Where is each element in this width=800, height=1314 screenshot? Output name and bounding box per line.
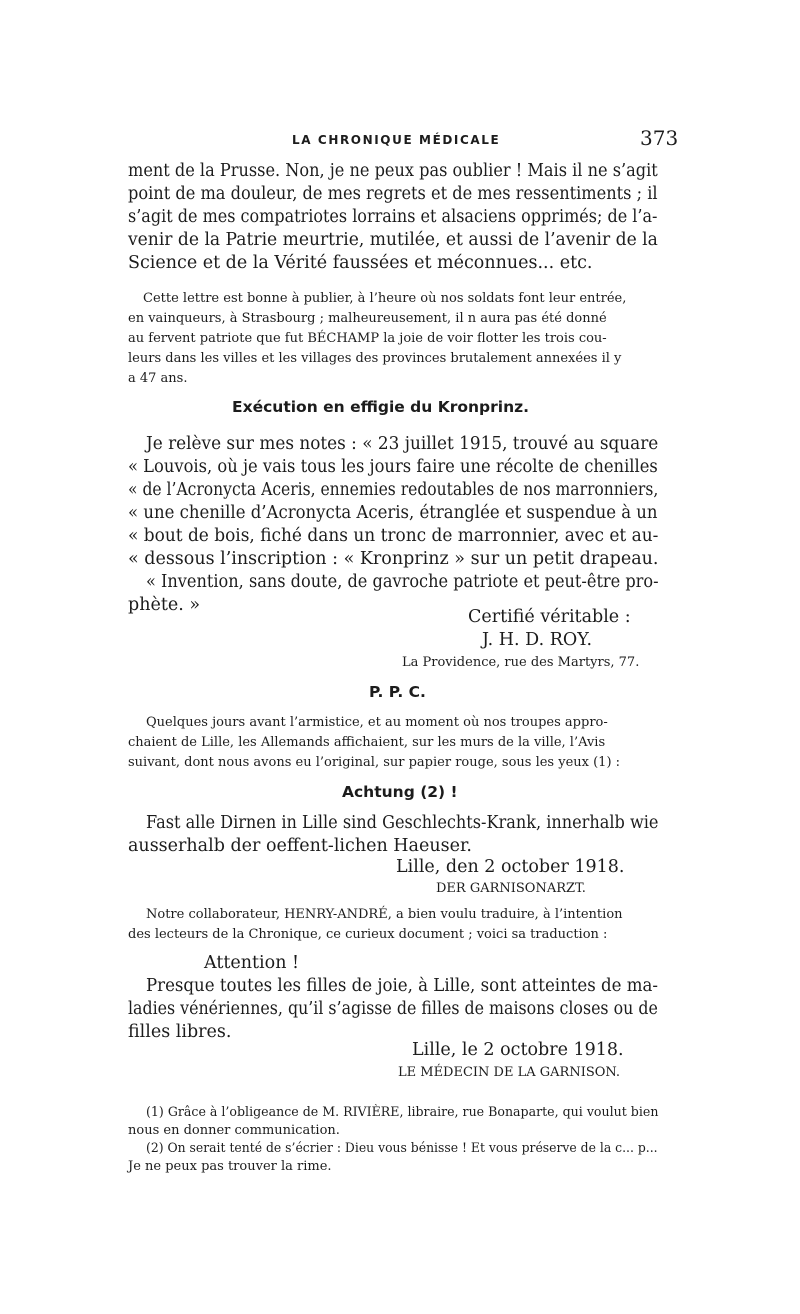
german-date: Lille, den 2 october 1918.: [396, 857, 625, 877]
german-text-line: ausserhalb der oeffent-lichen Haeuser.: [128, 836, 472, 856]
section1-line: « Louvois, où je vais tous les jours faire une récolte de chenilles: [128, 457, 658, 477]
section2-intro-line: suivant, dont nous avons eu l’original, sur papier rouge, sous les yeux (1) :: [128, 755, 621, 770]
french-text-line: Presque toutes les filles de joie, à Lille, sont atteintes de ma-: [146, 976, 658, 996]
footnote-line: (2) On serait tenté de s’écrier : Dieu vous bénisse ! Et vous préserve de la c... p...: [146, 1141, 658, 1156]
french-date: Lille, le 2 octobre 1918.: [412, 1040, 624, 1060]
para1-line: point de ma douleur, de mes regrets et de mes ressentiments ; il: [128, 184, 658, 204]
para2-line: en vainqueurs, à Strasbourg ; malheureusement, il n aura pas été donné: [128, 311, 607, 326]
section1-line: « Invention, sans doute, de gavroche patriote et peut-être pro-: [146, 572, 659, 592]
section1-line: phète. »: [128, 595, 201, 615]
section1-line: « dessous l’inscription : « Kronprinz » sur un petit drapeau.: [128, 549, 659, 569]
german-heading: Achtung (2) !: [342, 783, 458, 801]
para1-line: venir de la Patrie meurtrie, mutilée, et aussi de l’avenir de la: [128, 230, 658, 250]
french-text-line: filles libres.: [128, 1022, 232, 1042]
signature-name: J. H. D. ROY.: [482, 630, 593, 650]
section1-line: « une chenille d’Acronycta Aceris, étranglée et suspendue à un: [128, 503, 658, 523]
french-heading: Attention !: [204, 953, 300, 973]
translation-intro-line: des lecteurs de la Chronique, ce curieux document ; voici sa traduction :: [128, 927, 608, 942]
certified-line: Certifié véritable :: [468, 607, 631, 627]
para2-line: au fervent patriote que fut BÉCHAMP la joie de voir flotter les trois cou-: [128, 331, 607, 346]
section1-line: Je relève sur mes notes : « 23 juillet 1915, trouvé au square: [146, 434, 659, 454]
signature-address: La Providence, rue des Martyrs, 77.: [402, 655, 640, 670]
para1-line: s’agit de mes compatriotes lorrains et alsaciens opprimés; de l’a-: [128, 207, 658, 227]
footnote-line: nous en donner communication.: [128, 1123, 340, 1138]
para2-line: a 47 ans.: [128, 371, 188, 386]
para1-line: ment de la Prusse. Non, je ne peux pas oublier ! Mais il ne s’agit: [128, 161, 658, 181]
section-heading-kronprinz: Exécution en effigie du Kronprinz.: [232, 398, 530, 416]
section2-intro-line: Quelques jours avant l’armistice, et au moment où nos troupes appro-: [146, 715, 608, 730]
german-text-line: Fast alle Dirnen in Lille sind Geschlechts-Krank, innerhalb wie: [146, 813, 659, 833]
section2-intro-line: chaient de Lille, les Allemands affichaient, sur les murs de la ville, l’Avis: [128, 735, 606, 750]
running-title: LA CHRONIQUE MÉDICALE: [292, 133, 501, 147]
para2-line: leurs dans les villes et les villages des provinces brutalement annexées il y: [128, 351, 622, 366]
footnote-line: Je ne peux pas trouver la rime.: [128, 1159, 332, 1174]
translation-intro-line: Notre collaborateur, HENRY-ANDRÉ, a bien voulu traduire, à l’intention: [146, 907, 623, 922]
footnote-line: (1) Grâce à l’obligeance de M. RIVIÈRE, libraire, rue Bonaparte, qui voulut bien: [146, 1105, 659, 1120]
para1-line: Science et de la Vérité faussées et méconnues... etc.: [128, 253, 593, 273]
french-text-line: ladies vénériennes, qu’il s’agisse de filles de maisons closes ou de: [128, 999, 658, 1019]
page-number: 373: [640, 126, 679, 150]
french-signer: LE MÉDECIN DE LA GARNISON.: [398, 1065, 621, 1080]
section-heading-ppc: P. P. C.: [369, 683, 426, 701]
section1-line: « de l’Acronycta Aceris, ennemies redoutables de nos marronniers,: [128, 480, 659, 500]
german-signer: DER GARNISONARZT.: [436, 881, 586, 896]
section1-line: « bout de bois, fiché dans un tronc de marronnier, avec et au-: [128, 526, 659, 546]
para2-line: Cette lettre est bonne à publier, à l’heure où nos soldats font leur entrée,: [143, 291, 627, 306]
